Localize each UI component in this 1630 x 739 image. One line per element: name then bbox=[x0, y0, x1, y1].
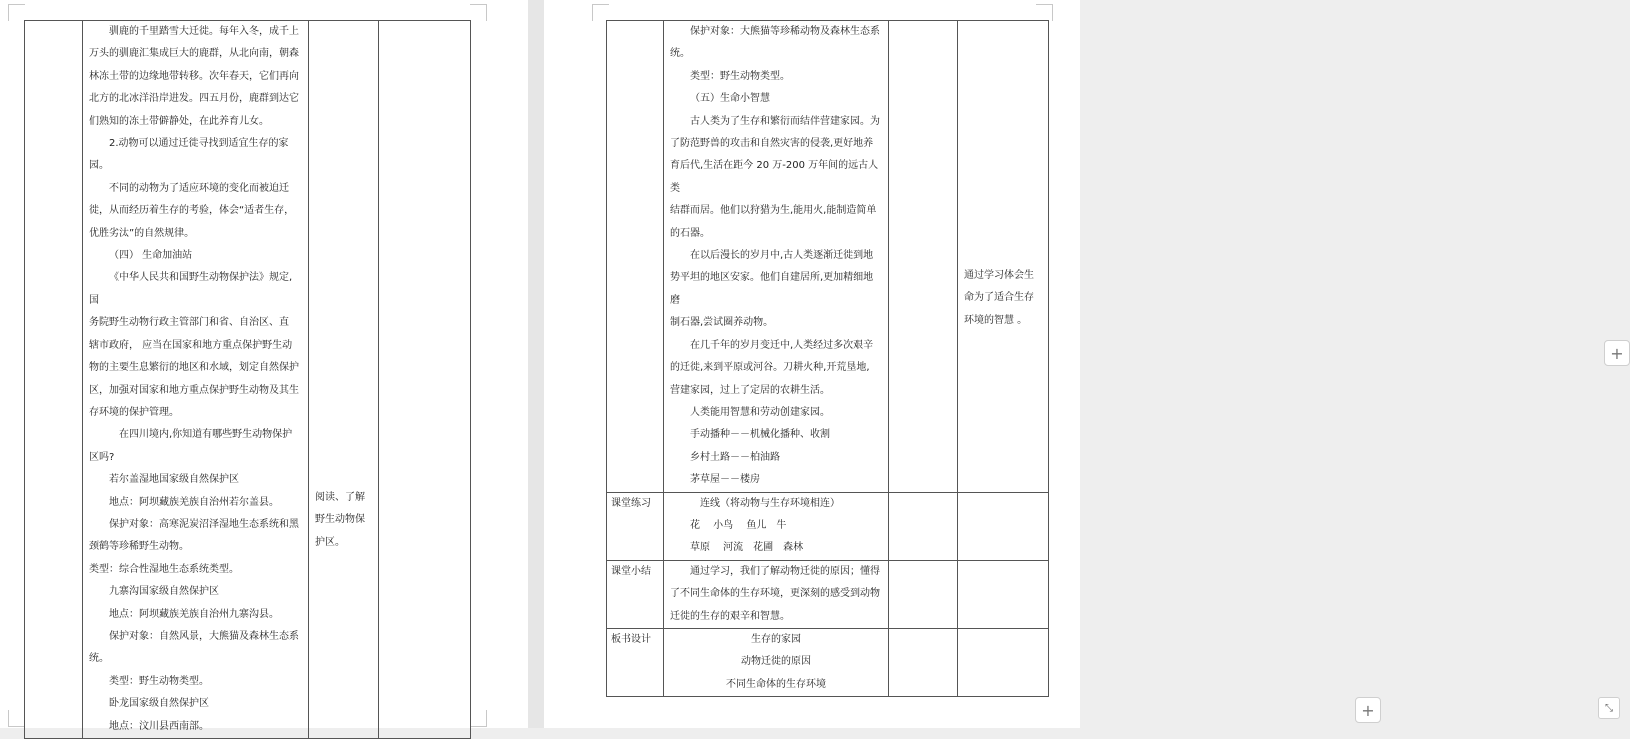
text-line: 古人类为了生存和繁衍而结伴营建家园。为 bbox=[690, 115, 880, 127]
plus-icon: + bbox=[1361, 700, 1375, 720]
text-line: 务院野生动物行政主管部门和省、自治区、直 bbox=[89, 317, 289, 329]
page-corner-mark bbox=[470, 4, 487, 21]
row-label: 课堂小结 bbox=[607, 560, 664, 628]
activity-cell bbox=[309, 21, 379, 739]
content-cell bbox=[83, 21, 309, 739]
content-cell bbox=[664, 560, 889, 628]
text-line: 九寨沟国家级自然保护区 bbox=[109, 586, 219, 598]
text-line: 手动播种－－机械化播种、收割 bbox=[690, 429, 830, 441]
table-row bbox=[607, 492, 1049, 560]
purpose-cell bbox=[379, 21, 471, 739]
text-line: 类型：野生动物类型。 bbox=[109, 675, 209, 687]
text-line: 了不同生命体的生存环境，更深刻的感受到动物 bbox=[670, 588, 880, 600]
row-label: 课堂练习 bbox=[607, 492, 664, 560]
add-page-button[interactable] bbox=[1604, 340, 1630, 366]
text-line: 保护对象：高寒泥炭沼泽湿地生态系统和黑 bbox=[109, 518, 299, 530]
text-line: 不同的动物为了适应环境的变化而被迫迁 bbox=[109, 182, 289, 194]
text-line: 徙，从而经历着生存的考验，体会“适者生存， bbox=[89, 205, 295, 217]
text-line: 乡村土路－－柏油路 bbox=[690, 451, 780, 463]
text-line: 连线（将动物与生存环境相连） bbox=[700, 497, 840, 509]
text-line: 生存的家园 bbox=[751, 633, 801, 645]
text-line: 势平坦的地区安家。他们自建居所,更加精细地磨 bbox=[670, 272, 874, 306]
text-line: 保护对象：大熊猫等珍稀动物及森林生态系 bbox=[690, 26, 880, 37]
page-corner-mark bbox=[8, 710, 25, 727]
text-line: 地点：阿坝藏族羌族自治州九寨沟县。 bbox=[109, 608, 279, 620]
activity-cell bbox=[889, 21, 958, 493]
text-line: 园。 bbox=[89, 160, 109, 172]
purpose-note: 通过学习体会生命为了适合生存环境的智慧 。 bbox=[964, 270, 1034, 326]
text-line: 卧龙国家级自然保护区 bbox=[109, 698, 209, 710]
row-label: 板书设计 bbox=[607, 628, 664, 696]
text-line: 统。 bbox=[89, 653, 109, 665]
text-line: 驯鹿的千里踏雪大迁徙。每年入冬，成千上 bbox=[109, 26, 299, 37]
text-line: 结群而居。他们以狩猎为生,能用火,能制造简单 bbox=[670, 205, 877, 217]
text-line: 的迁徙,来到平原或河谷。刀耕火种,开荒垦地, bbox=[670, 362, 870, 374]
text-line: 类型：野生动物类型。 bbox=[690, 70, 790, 82]
text-line: 们熟知的冻土带僻静处，在此养育儿女。 bbox=[89, 115, 269, 127]
text-line: 《中华人民共和国野生动物保护法》规定,国 bbox=[89, 272, 293, 306]
text-line: 区，加强对国家和地方重点保护野生动物及其生 bbox=[89, 384, 299, 396]
purpose-cell bbox=[958, 21, 1049, 493]
text-line: 类型：综合性湿地生态系统类型。 bbox=[89, 563, 239, 575]
add-page-bottom-button[interactable] bbox=[1355, 697, 1381, 723]
table-row bbox=[25, 21, 471, 739]
text-line: 北方的北冰洋沿岸进发。四五月份，鹿群到达它 bbox=[89, 93, 299, 105]
page-corner-mark bbox=[592, 4, 609, 21]
text-line: 在几千年的岁月变迁中,人类经过多次艰辛 bbox=[690, 339, 874, 351]
content-cell bbox=[664, 492, 889, 560]
text-line: 茅草屋－－楼房 bbox=[690, 474, 760, 486]
text-line: 营建家园，过上了定居的农耕生活。 bbox=[670, 384, 830, 396]
text-line: （四） 生命加油站 bbox=[109, 250, 193, 262]
text-line: 辖市政府， 应当在国家和地方重点保护野生动 bbox=[89, 339, 293, 351]
text-line: 迁徙的生存的艰辛和智慧。 bbox=[670, 610, 790, 622]
expand-button[interactable] bbox=[1598, 697, 1620, 719]
text-line: 动物迁徙的原因 bbox=[741, 656, 811, 668]
label-cell bbox=[607, 21, 664, 493]
text-line: 地点：阿坝藏族羌族自治州若尔盖县。 bbox=[109, 496, 279, 508]
table-row bbox=[607, 21, 1049, 493]
text-line: 颈鹤等珍稀野生动物。 bbox=[89, 541, 189, 553]
expand-icon: ⤡ bbox=[1605, 702, 1613, 714]
text-line: 统。 bbox=[670, 48, 690, 60]
activity-cell bbox=[889, 628, 958, 696]
table-row bbox=[607, 560, 1049, 628]
content-cell bbox=[664, 21, 889, 493]
page-corner-mark bbox=[1036, 4, 1053, 21]
plus-icon: + bbox=[1610, 343, 1624, 363]
text-line: 优胜劣汰”的自然规律。 bbox=[89, 227, 195, 239]
activity-cell bbox=[889, 492, 958, 560]
purpose-cell bbox=[958, 628, 1049, 696]
text-line: 区吗? bbox=[89, 451, 115, 463]
page-gap bbox=[528, 0, 544, 728]
text-line: 若尔盖湿地国家级自然保护区 bbox=[109, 474, 239, 486]
text-line: 了防范野兽的攻击和自然灾害的侵袭,更好地养 bbox=[670, 138, 874, 150]
content-cell bbox=[664, 628, 889, 696]
text-line: 制石器,尝试圈养动物。 bbox=[670, 317, 774, 329]
purpose-cell bbox=[958, 492, 1049, 560]
activity-note: 阅读、了解野生动物保护区。 bbox=[315, 492, 365, 548]
lesson-table-left bbox=[24, 20, 471, 739]
text-line: （五）生命小智慧 bbox=[690, 93, 770, 105]
text-line: 花 小鸟 鱼儿 牛 bbox=[690, 519, 787, 531]
text-line: 保护对象：自然风景，大熊猫及森林生态系 bbox=[109, 630, 299, 642]
text-line: 不同生命体的生存环境 bbox=[726, 678, 826, 690]
purpose-cell bbox=[958, 560, 1049, 628]
page-corner-mark bbox=[8, 4, 25, 21]
text-line: 2.动物可以通过迁徙寻找到适宜生存的家 bbox=[109, 138, 289, 150]
text-line: 林冻土带的边缘地带转移。次年春天，它们再向 bbox=[89, 70, 299, 82]
text-line: 人类能用智慧和劳动创建家园。 bbox=[690, 406, 830, 418]
text-line: 的石器。 bbox=[670, 227, 710, 239]
document-page-left bbox=[0, 0, 528, 732]
text-line: 地点：汶川县西南部。 bbox=[109, 720, 209, 732]
document-page-right bbox=[544, 0, 1624, 728]
text-line: 草原 河流 花圃 森林 bbox=[690, 542, 804, 554]
text-line: 在以后漫长的岁月中,古人类逐渐迁徙到地 bbox=[690, 250, 874, 262]
text-line: 育后代,生活在距今 20 万-200 万年间的远古人类 bbox=[670, 160, 879, 194]
text-line: 在四川境内,你知道有哪些野生动物保护 bbox=[119, 429, 293, 441]
label-cell bbox=[25, 21, 83, 739]
text-line: 通过学习，我们了解动物迁徙的原因；懂得 bbox=[690, 565, 880, 577]
table-row bbox=[607, 628, 1049, 696]
text-line: 存环境的保护管理。 bbox=[89, 406, 179, 418]
text-line: 物的主要生息繁衍的地区和水域，划定自然保护 bbox=[89, 362, 299, 374]
text-line: 万头的驯鹿汇集成巨大的鹿群，从北向南，朝森 bbox=[89, 48, 299, 60]
page-corner-mark bbox=[470, 710, 487, 727]
activity-cell bbox=[889, 560, 958, 628]
lesson-table-right bbox=[606, 20, 1049, 697]
